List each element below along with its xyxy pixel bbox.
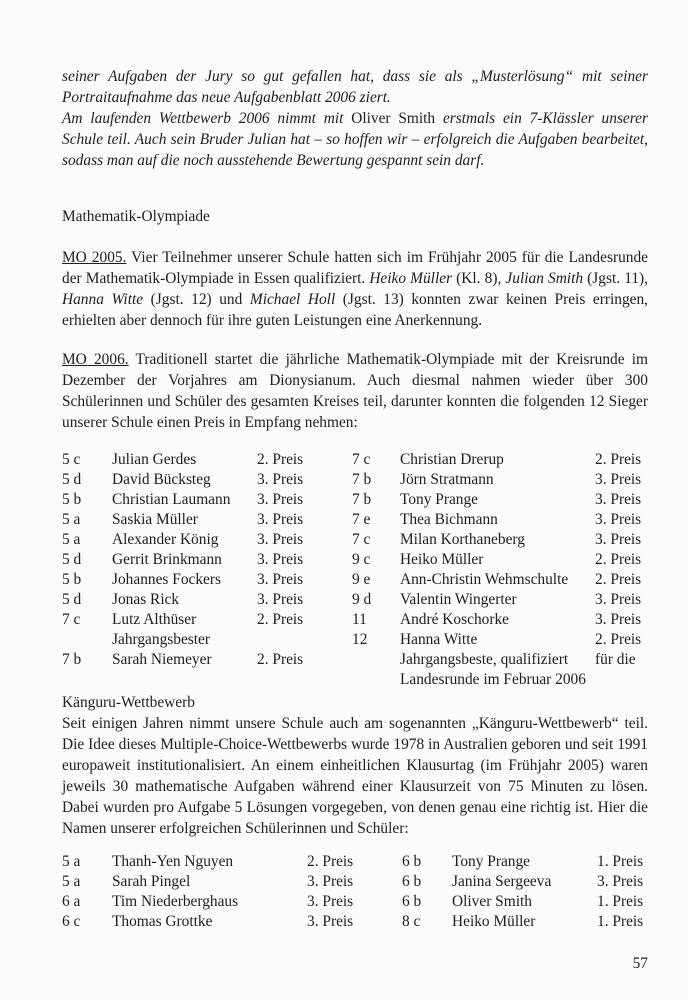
mo-2005-name-1: Heiko Müller xyxy=(369,270,453,287)
mo-2006-lead: MO 2006. xyxy=(62,351,129,368)
mo-table-row-cell: 9 e xyxy=(352,571,371,588)
mo-2005-lead: MO 2005. xyxy=(62,249,127,266)
kg-table-row-cell: Thanh-Yen Nguyen xyxy=(112,853,234,870)
kg-table-row-cell: 5 a xyxy=(62,873,81,890)
kaenguru-winners-table xyxy=(62,852,652,932)
kg-table-row-cell: 8 c xyxy=(402,913,421,930)
kg-table-row-cell: Tony Prange xyxy=(452,853,530,870)
kg-table-row-cell: Thomas Grottke xyxy=(112,913,213,930)
intro-line-1: seiner Aufgaben der Jury so gut gefallen hat, dass sie als „Musterlösung“ mit seiner Portraitaufnahme das neue Aufgabenblatt 2006 ziert. xyxy=(62,68,648,106)
mo-table-row xyxy=(62,490,652,510)
mo-2006-text: Traditionell startet die jährliche Mathematik-Olympiade mit der Kreisrunde im Dezember der Vorjahres am Dionysianum. Auch diesmal nahmen wieder über 300 Schülerinnen und Schüler des gesamten Kreises teil, darunter konnten die folgenden 12 Sieger unserer Schule einen Preis in Empfang nehmen: xyxy=(62,351,648,431)
mo-table-row-cell: Thea Bichmann xyxy=(400,511,498,528)
kg-table-row-cell: Sarah Pingel xyxy=(112,873,191,890)
mo-table-row-cell: Hanna Witte xyxy=(400,631,478,648)
mo-table-row-cell xyxy=(257,670,352,690)
mo-table-row xyxy=(62,570,652,590)
kaenguru-paragraph xyxy=(62,713,648,839)
mo-table-row xyxy=(62,590,652,610)
kg-table-row-cell: 3. Preis xyxy=(307,913,354,930)
mo-2005-paragraph xyxy=(62,247,648,331)
mo-table-row-cell: Christian Drerup xyxy=(400,451,504,468)
intro-line-2 xyxy=(62,108,648,171)
mo-table-row-cell: Sarah Niemeyer xyxy=(112,651,212,668)
mo-table-row xyxy=(62,510,652,530)
mo-table-row-cell: 12 xyxy=(352,631,368,648)
mo-table-row-cell: 3. Preis xyxy=(257,491,304,508)
kg-table-row-cell: 2. Preis xyxy=(307,853,354,870)
mo-table-row-cell: 2. Preis xyxy=(257,651,304,668)
mo-2005-text-3: (Jgst. 11), xyxy=(583,270,648,287)
mo-table-row-cell: 3. Preis xyxy=(257,531,304,548)
kg-table-row-cell: Janina Sergeeva xyxy=(452,873,552,890)
mo-table-row-cell: 3. Preis xyxy=(595,471,642,488)
mo-table-row-cell: Christian Laumann xyxy=(112,491,231,508)
mo-table-row-cell: 2. Preis xyxy=(595,451,642,468)
mo-table-row-cell: 2. Preis xyxy=(257,451,304,468)
mo-table-row-cell: Jörn Stratmann xyxy=(400,471,494,488)
kg-table-row-cell: 6 a xyxy=(62,893,81,910)
mo-table-row-cell: 2. Preis xyxy=(595,571,642,588)
kg-table-row xyxy=(62,912,652,932)
mo-2005-text-2: (Kl. 8), xyxy=(452,270,506,287)
mo-table-row-cell: 5 b xyxy=(62,571,82,588)
kg-table-row-cell: Tim Niederberghaus xyxy=(112,893,239,910)
kg-table-row-cell: 3. Preis xyxy=(307,893,354,910)
mo-table-row-cell xyxy=(257,630,352,650)
mo-table-row-cell: 7 c xyxy=(352,451,371,468)
kg-table-row-cell: 6 b xyxy=(402,893,422,910)
mo-2005-text-4: (Jgst. 12) und xyxy=(143,291,250,308)
mo-table-row-cell: 3. Preis xyxy=(257,511,304,528)
mo-table-row-cell: 7 e xyxy=(352,511,371,528)
mo-table-row-cell: 3. Preis xyxy=(257,471,304,488)
mo-table-row-cell: Landesrunde im Februar 2006 xyxy=(400,671,586,688)
kg-table-row-cell: 5 a xyxy=(62,853,81,870)
section-title-mathematik-olympiade: Mathematik-Olympiade xyxy=(62,208,210,225)
intro-text-a: Am laufenden Wettbewerb 2006 nimmt mit xyxy=(62,110,352,127)
kg-table-row xyxy=(62,892,652,912)
mo-table-row-cell: Milan Korthaneberg xyxy=(400,531,525,548)
mo-table-row-cell: Jahrgangsbester xyxy=(112,631,211,648)
mo-table-row-cell: für die xyxy=(595,651,636,668)
mo-table-row-cell: David Bücksteg xyxy=(112,471,211,488)
mo-table-row-cell xyxy=(595,670,652,690)
mo-table-row xyxy=(62,610,652,630)
mo-2005-name-4: Michael Holl xyxy=(249,291,336,308)
section-title-kaenguru: Känguru-Wettbewerb xyxy=(62,694,195,711)
mo-table-row-cell: Johannes Fockers xyxy=(112,571,221,588)
mo-table-row-cell: 11 xyxy=(352,611,367,628)
mo-table-row-cell: 9 c xyxy=(352,551,371,568)
mo-2005-name-2: Julian Smith xyxy=(505,270,584,287)
intro-paragraph xyxy=(62,66,648,171)
mo-table-row xyxy=(62,450,652,470)
mo-table-row-cell: 3. Preis xyxy=(257,571,304,588)
kaenguru-text: Seit einigen Jahren nimmt unsere Schule auch am sogenannten „Känguru-Wettbewerb“ teil. Die Idee dieses Multiple-Choice-Wettbewerbs wurde 1978 in Australien geboren und seit 1991 europaweit institutionalisiert. An einem einheitlichen Klausurtag (im Frühjahr 2005) waren jeweils 30 mathematische Aufgaben während einer Klausurzeit von 75 Minuten zu lösen. Dabei wurden pro Aufgabe 5 Lösungen vorgegeben, von denen genau eine richtig ist. Hier die Namen unserer erfolgreichen Schülerinnen und Schüler: xyxy=(62,715,648,837)
mo-table-row-cell: Julian Gerdes xyxy=(112,451,197,468)
mo-table-row-cell: Ann-Christin Wehmschulte xyxy=(400,571,569,588)
mo-table-row-cell: Valentin Wingerter xyxy=(400,591,517,608)
kg-table-row-cell: 1. Preis xyxy=(597,913,644,930)
mo-table-row-cell: 2. Preis xyxy=(257,611,304,628)
mo-table-row-cell: 5 b xyxy=(62,491,82,508)
mo-table-row xyxy=(62,550,652,570)
mo-table-row xyxy=(62,650,652,670)
mo-table-row-cell: 7 b xyxy=(62,651,82,668)
kg-table-row-cell: 6 c xyxy=(62,913,81,930)
mo-table-row-cell: 2. Preis xyxy=(595,631,642,648)
mo-table-row xyxy=(62,530,652,550)
mo-2006-paragraph xyxy=(62,349,648,433)
mo-table-row-cell xyxy=(112,670,257,690)
mo-table-row-cell: 5 a xyxy=(62,531,81,548)
page-number: 57 xyxy=(632,955,648,972)
mo-table-row-cell: Heiko Müller xyxy=(400,551,484,568)
mo-table-row-cell: Lutz Althüser xyxy=(112,611,197,628)
mo-table-row-cell: 5 a xyxy=(62,511,81,528)
mo-winners-table xyxy=(62,450,652,690)
mo-table-row-cell: 5 d xyxy=(62,591,82,608)
mo-table-row-cell: Jahrgangsbeste, qualifiziert xyxy=(400,651,569,668)
mo-table-row-cell: 9 d xyxy=(352,591,372,608)
mo-table-row-cell: 5 c xyxy=(62,451,81,468)
kg-table-row-cell: 1. Preis xyxy=(597,893,644,910)
mo-table-row-cell: 5 d xyxy=(62,551,82,568)
mo-table-row-cell: Tony Prange xyxy=(400,491,478,508)
kg-table-row-cell: Oliver Smith xyxy=(452,893,532,910)
kg-table-row-cell: 3. Preis xyxy=(597,873,644,890)
mo-2005-text-1: Vier Teilnehmer unserer Schule hatten sich im Frühjahr 2005 für die Landesrunde der Mathematik-Olympiade in Essen qualifiziert. xyxy=(62,249,648,287)
mo-table-row-cell: André Koschorke xyxy=(400,611,509,628)
mo-table-row-cell: 7 b xyxy=(352,471,372,488)
kg-table-row-cell: 1. Preis xyxy=(597,853,644,870)
mo-table-row-cell: 7 c xyxy=(62,611,81,628)
mo-table-row xyxy=(62,670,652,690)
kg-table-row-cell: 6 b xyxy=(402,873,422,890)
mo-2005-name-3: Hanna Witte xyxy=(62,291,144,308)
mo-table-row-cell: 3. Preis xyxy=(595,611,642,628)
mo-table-row-cell: Gerrit Brinkmann xyxy=(112,551,222,568)
mo-table-row-cell: Saskia Müller xyxy=(112,511,198,528)
kg-table-row-cell: 3. Preis xyxy=(307,873,354,890)
mo-table-row-cell: Jonas Rick xyxy=(112,591,180,608)
mo-table-row xyxy=(62,630,652,650)
mo-2005-text-5: (Jgst. 13) konnten zwar keinen Preis erringen, erhielten aber dennoch für ihre guten Leistungen eine Anerkennung. xyxy=(62,291,649,329)
mo-table-row-cell xyxy=(62,670,112,690)
kg-table-row-cell: Heiko Müller xyxy=(452,913,536,930)
mo-table-row-cell: 7 b xyxy=(352,491,372,508)
mo-table-row-cell: Alexander König xyxy=(112,531,219,548)
mo-table-row-cell: 3. Preis xyxy=(257,591,304,608)
mo-table-row-cell: 5 d xyxy=(62,471,82,488)
mo-table-row-cell: 3. Preis xyxy=(595,531,642,548)
mo-table-row-cell: 3. Preis xyxy=(595,491,642,508)
intro-name: Oliver Smith xyxy=(351,110,436,127)
mo-table-row-cell: 3. Preis xyxy=(595,511,642,528)
mo-table-row-cell: 3. Preis xyxy=(595,591,642,608)
mo-table-row-cell: 3. Preis xyxy=(257,551,304,568)
mo-table-row-cell xyxy=(62,630,112,650)
kg-table-row xyxy=(62,852,652,872)
intro-text-b: erstmals ein 7-Klässler unserer Schule teil. Auch sein Bruder Julian hat – so hoffen wir – erfolgreich die Aufgaben bearbeitet, sodass man auf die noch ausstehende Bewertung gespannt sein darf. xyxy=(62,110,648,169)
mo-table-row-cell: 7 c xyxy=(352,531,371,548)
mo-table-row xyxy=(62,470,652,490)
mo-table-row-cell xyxy=(352,670,400,690)
mo-table-row-cell: 2. Preis xyxy=(595,551,642,568)
mo-table-row-cell xyxy=(352,650,400,670)
kg-table-row-cell: 6 b xyxy=(402,853,422,870)
kg-table-row xyxy=(62,872,652,892)
